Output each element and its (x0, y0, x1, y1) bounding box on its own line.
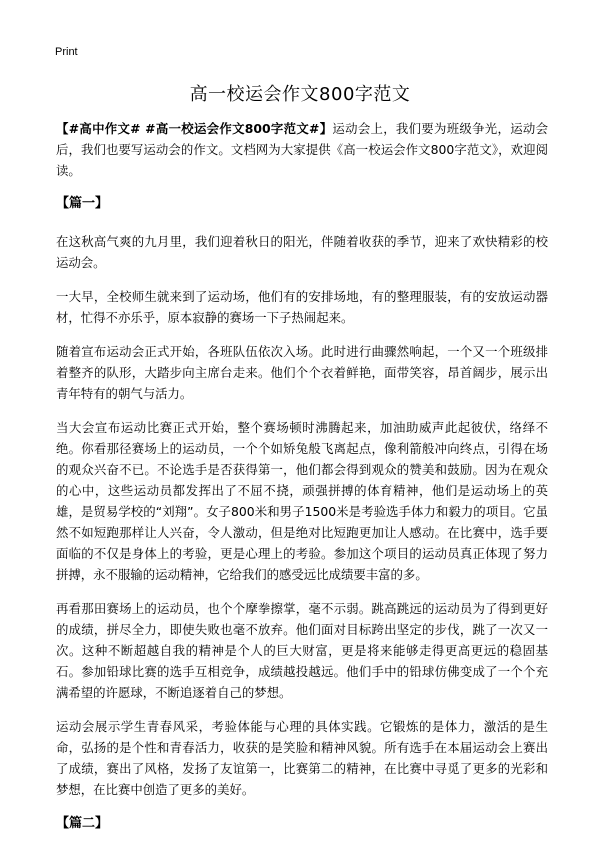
section-heading-1: 【篇一】 (56, 196, 109, 211)
print-link[interactable]: Print (55, 46, 78, 58)
paragraph: 再看那田赛场上的运动员，也个个摩拳擦掌，毫不示弱。跳高跳远的运动员为了得到更好的成绩，拼尽全力，即使失败也毫不放弃。他们面对目标跨出坚定的步伐，跳了一次又一次。这种不断超越自我的精神是个人的巨大财富，更是将来能够走得更高更远的稳固基石。参加铅球比赛的选手互相竞争，成绩越投越远。他们手中的铅球仿佛变成了一个个充满希望的许愿球，不断追逐着自己的梦想。 (56, 601, 548, 700)
paragraph: 在这秋高气爽的九月里，我们迎着秋日的阳光，伴随着收获的季节，迎来了欢快精彩的校运动会。 (56, 234, 548, 270)
paragraph: 当大会宣布运动比赛正式开始，整个赛场顿时沸腾起来，加油助威声此起彼伏，络绎不绝。你看那径赛场上的运动员，一个个如矫兔般飞离起点，像利箭般冲向终点，引得在场的观众兴奋不已。不论选手是否获得第一，他们都会得到观众的赞美和鼓励。因为在观众的心中，这些运动员都发挥出了不屈不挠，顽强拼搏的体育精神，他们是运动场上的英雄，是贸易学校的“刘翔”。女子800米和男子1500米是考验选手体力和毅力的项目。它虽然不如短跑那样让人兴奋，令人激动，但是绝对比短跑更加让人感动。在比赛中，选手要面临的不仅是身体上的考验，更是心理上的考验。参加这个项目的运动员真正体现了努力拼搏，永不服输的运动精神，它给我们的感受远比成绩要丰富的多。 (56, 420, 548, 582)
paragraph: 一大早，全校师生就来到了运动场，他们有的安排场地，有的整理服装，有的安放运动器材，忙得不亦乐乎，原本寂静的赛场一下子热闹起来。 (56, 289, 548, 325)
page-title: 高一校运会作文800字范文 (189, 84, 411, 105)
intro-tags: 【#高中作文# #高一校运会作文800字范文#】 (56, 121, 333, 136)
article-body (56, 118, 548, 851)
paragraph: 随着宣布运动会正式开始，各班队伍依次入场。此时进行曲骤然响起，一个又一个班级排着整齐的队形，大踏步向主席台走来。他们个个衣着鲜艳，面带笑容，昂首阔步，展示出青年特有的朝气与活力。 (56, 344, 548, 401)
intro-text: 运动会上，我们要为班级争光，运动会后，我们也要写运动会的作文。文档网为大家提供《高一校运会作文800字范文》，欢迎阅读。 (56, 121, 548, 178)
article-intro (56, 118, 548, 181)
section-heading-2: 【篇二】 (56, 816, 109, 831)
paragraph: 运动会展示学生青春风采，考验体能与心理的具体实践。它锻炼的是体力，激活的是生命，弘扬的是个性和青春活力，收获的是笑脸和精神风貌。所有选手在本届运动会上赛出了成绩，赛出了风格，发扬了友谊第一，比赛第二的精神，在比赛中寻觅了更多的光彩和梦想，在比赛中创造了更多的美好。 (56, 719, 548, 797)
